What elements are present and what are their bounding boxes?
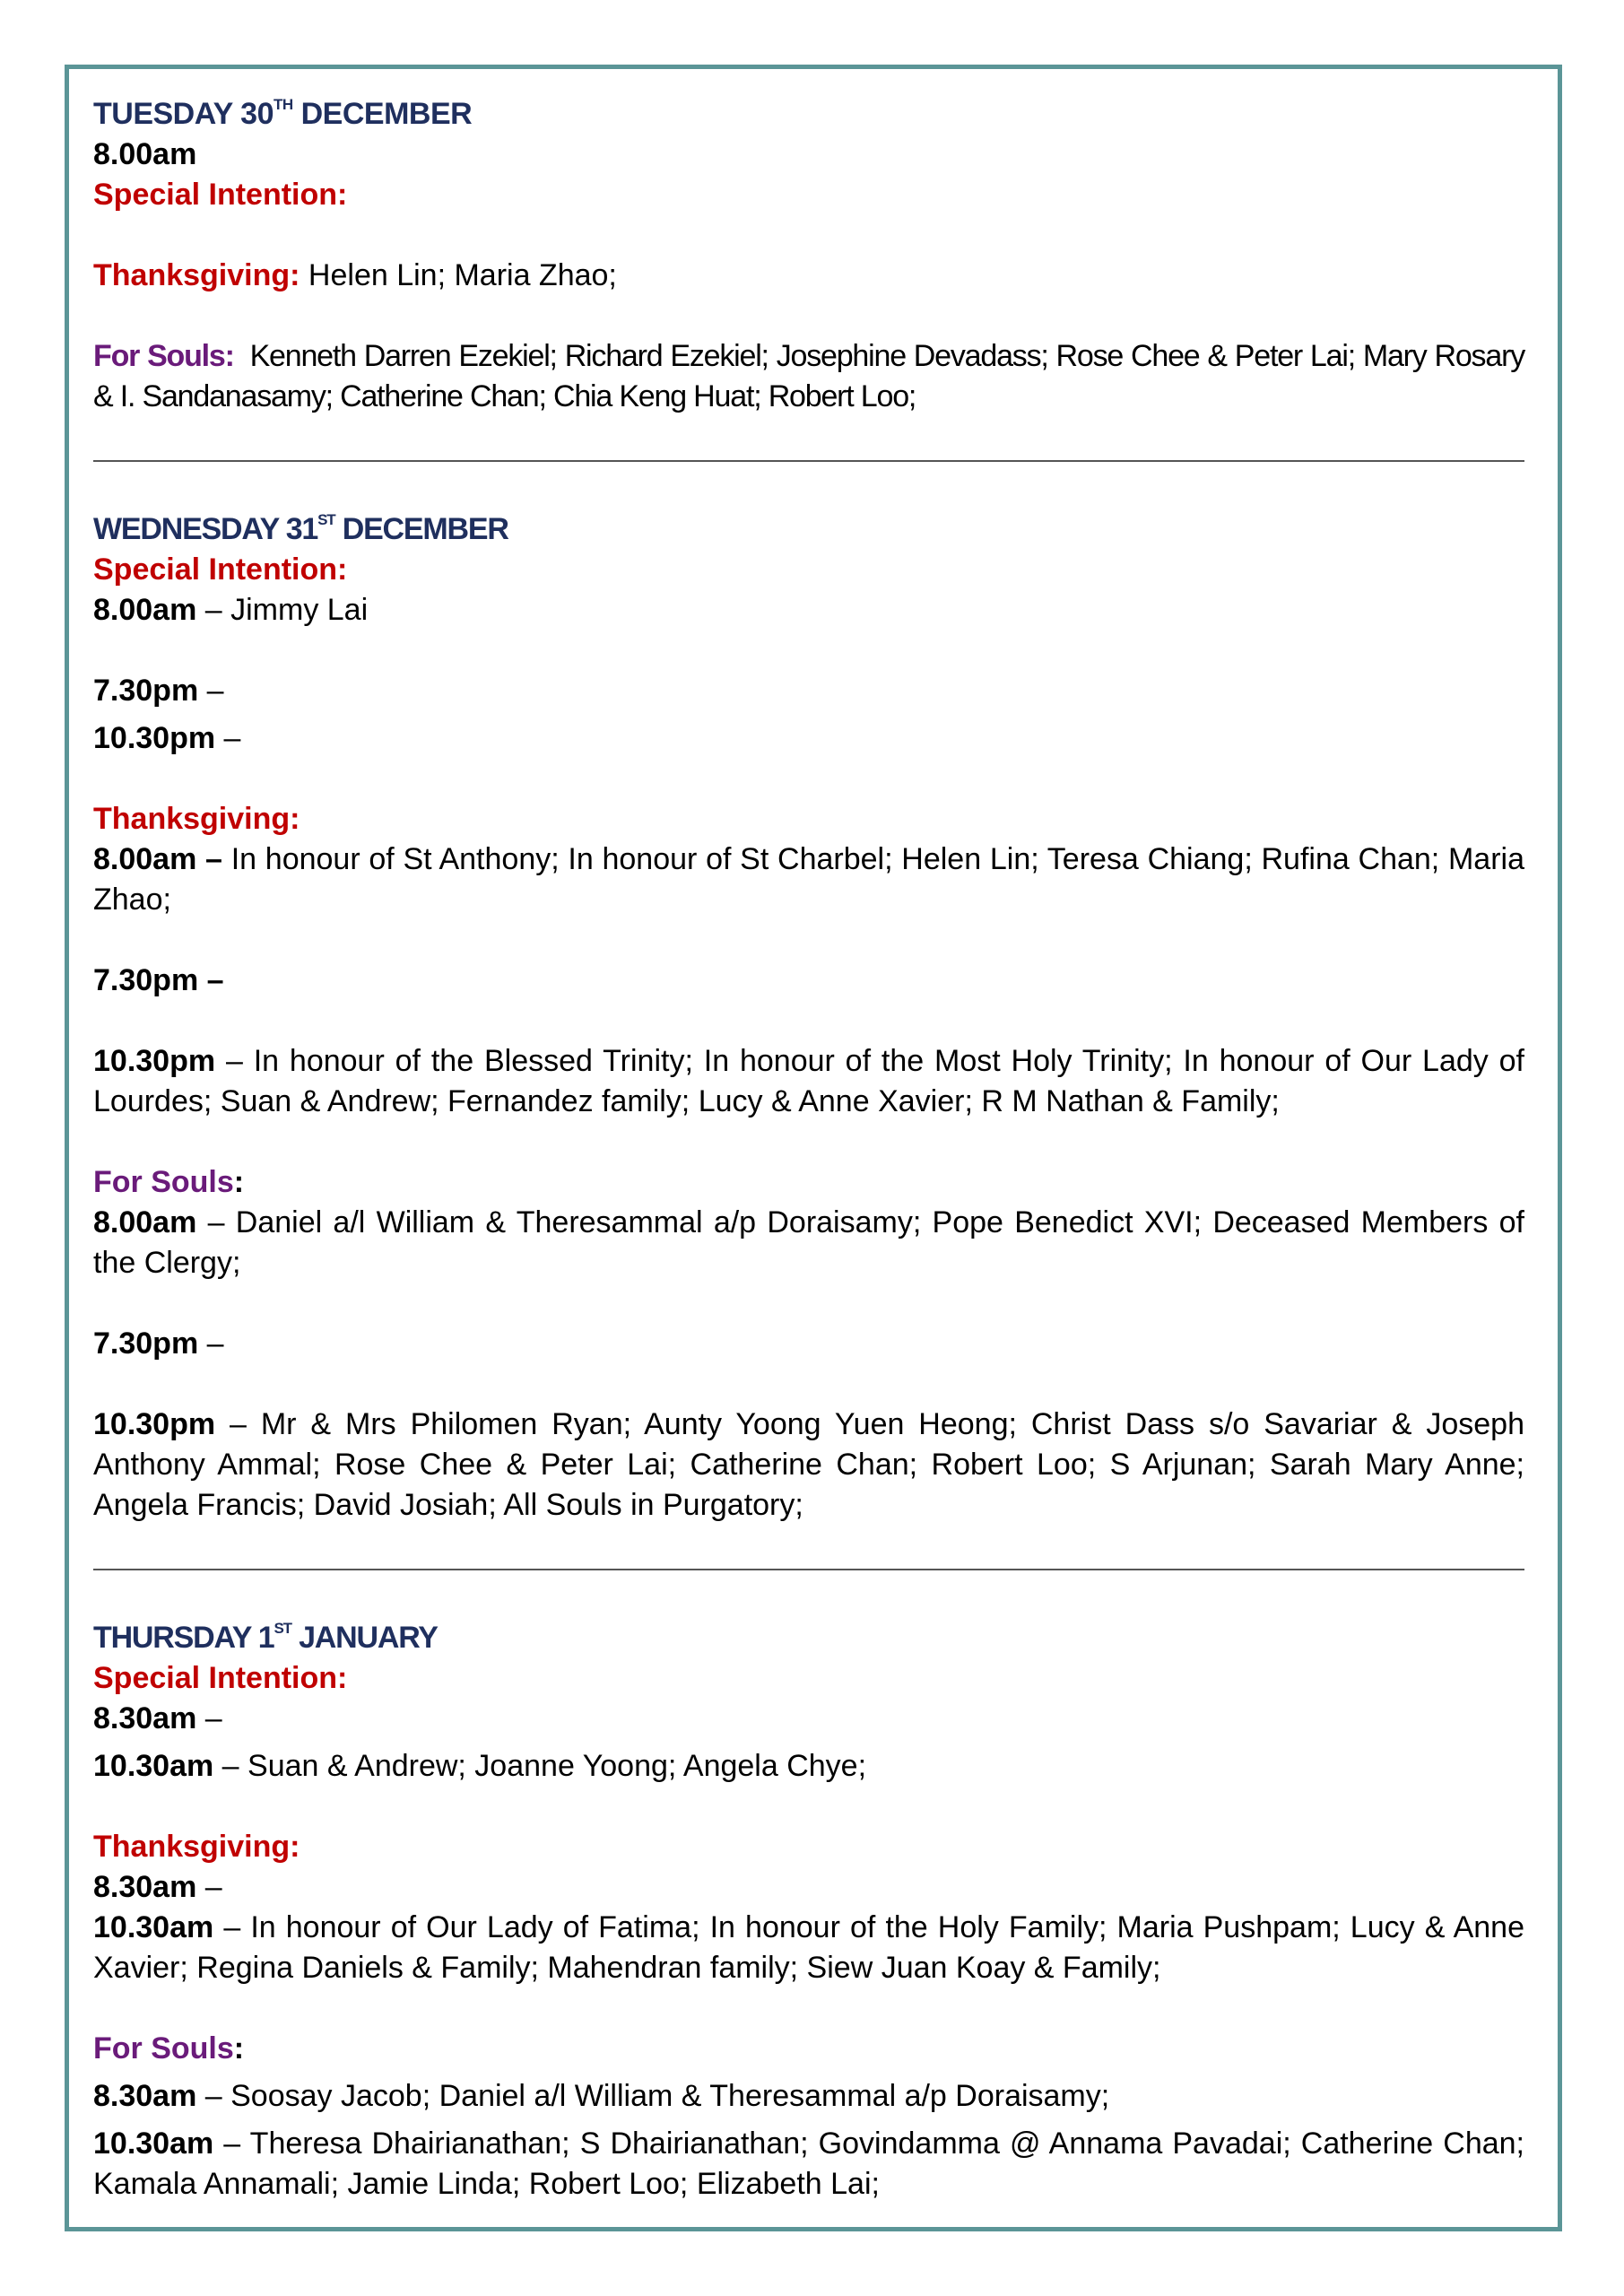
intention-line: 8.00am – Jimmy Lai bbox=[93, 593, 369, 627]
thanksgiving-line: 8.30am – bbox=[93, 1870, 222, 1904]
section-divider bbox=[93, 1569, 1524, 1570]
souls-label: For Souls: bbox=[93, 2031, 245, 2066]
souls-label: For Souls: bbox=[93, 1165, 245, 1199]
thanksgiving-line: 10.30pm – In honour of the Blessed Trinity; In honour of the Most Holy Trinity; In honour of Our Lady of Lourdes; Suan & Andrew; Fernandez family; Lucy & Anne Xavier; R M Nathan & Family; bbox=[93, 1044, 1524, 1118]
souls-line: 8.30am – Soosay Jacob; Daniel a/l William & Theresammal a/p Doraisamy; bbox=[93, 2079, 1110, 2113]
intention-line: 10.30am – Suan & Andrew; Joanne Yoong; Angela Chye; bbox=[93, 1749, 867, 1783]
special-intention-label: Special Intention: bbox=[93, 178, 348, 212]
day-section-wednesday bbox=[93, 509, 1524, 1526]
special-intention-label: Special Intention: bbox=[93, 1661, 348, 1695]
thanksgiving-line: 8.00am – In honour of St Anthony; In honour of St Charbel; Helen Lin; Teresa Chiang; Rufina Chan; Maria Zhao; bbox=[93, 842, 1524, 917]
intention-line: 10.30pm – bbox=[93, 721, 241, 755]
intention-line: 8.30am – bbox=[93, 1701, 222, 1735]
section-divider bbox=[93, 460, 1524, 462]
day-heading: TUESDAY 30TH DECEMBER bbox=[93, 95, 473, 131]
thanksgiving-line: 7.30pm – bbox=[93, 963, 224, 997]
day-section-tuesday bbox=[93, 93, 1524, 417]
intention-line: 7.30pm – bbox=[93, 674, 224, 708]
souls-line: 10.30pm – Mr & Mrs Philomen Ryan; Aunty Yoong Yuen Heong; Christ Dass s/o Savariar & Joseph Anthony Ammal; Rose Chee & Peter Lai; Catherine Chan; Robert Loo; S Arjunan; Sarah Mary Anne; Angela Francis; David Josiah; All Souls in Purgatory; bbox=[93, 1407, 1524, 1522]
thanksgiving-entry: Thanksgiving: Helen Lin; Maria Zhao; bbox=[93, 258, 617, 292]
thanksgiving-label: Thanksgiving: bbox=[93, 802, 300, 836]
souls-line: 8.00am – Daniel a/l William & Theresammal a/p Doraisamy; Pope Benedict XVI; Deceased Members of the Clergy; bbox=[93, 1205, 1524, 1280]
day-heading: THURSDAY 1ST JANUARY bbox=[93, 1619, 438, 1655]
souls-line: 10.30am – Theresa Dhairianathan; S Dhairianathan; Govindamma @ Annama Pavadai; Catherine Chan; Kamala Annamali; Jamie Linda; Robert Loo; Elizabeth Lai; bbox=[93, 2126, 1524, 2201]
souls-line: 7.30pm – bbox=[93, 1326, 224, 1361]
day-section-thursday bbox=[93, 1617, 1524, 2205]
thanksgiving-label: Thanksgiving: bbox=[93, 1830, 300, 1864]
mass-intentions-document bbox=[93, 93, 1524, 2205]
souls-entry: For Souls: Kenneth Darren Ezekiel; Richard Ezekiel; Josephine Devadass; Rose Chee & Peter Lai; Mary Rosary & I. Sandanasamy; Catherine Chan; Chia Keng Huat; Robert Loo; bbox=[93, 339, 1524, 413]
mass-time: 8.00am bbox=[93, 137, 197, 171]
day-heading: WEDNESDAY 31ST DECEMBER bbox=[93, 510, 508, 546]
special-intention-label: Special Intention: bbox=[93, 552, 348, 587]
thanksgiving-line: 10.30am – In honour of Our Lady of Fatima; In honour of the Holy Family; Maria Pushpam; Lucy & Anne Xavier; Regina Daniels & Family; Mahendran family; Siew Juan Koay & Family; bbox=[93, 1910, 1524, 1985]
